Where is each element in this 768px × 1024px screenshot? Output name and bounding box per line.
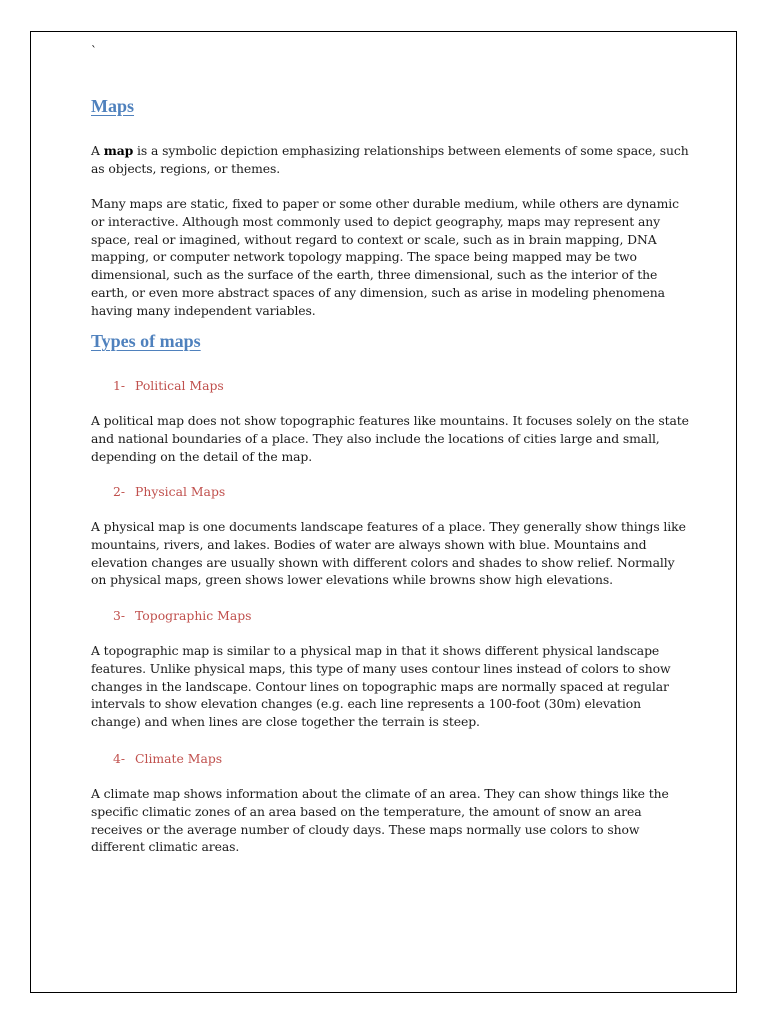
list-item-political-maps [113, 377, 224, 395]
list-number: 4- [113, 751, 126, 766]
heading-types-of-maps: Types of maps [91, 331, 201, 351]
intro-prefix: A [91, 143, 104, 158]
intro-paragraph [91, 142, 691, 178]
list-item-topographic-maps [113, 607, 252, 625]
intro-bold-term: map [103, 143, 134, 158]
list-number: 3- [113, 608, 126, 623]
paragraph-political-maps: A political map does not show topographic features like mountains. It focuses solely on the state and national boundaries of a place. They also include the locations of cities large and small, depending on the detail of the map. [91, 413, 689, 464]
tick-mark: ` [91, 44, 97, 58]
list-title: Physical Maps [135, 484, 226, 499]
list-title: Topographic Maps [135, 608, 252, 623]
paragraph-climate-maps: A climate map shows information about the climate of an area. They can show things like the specific climatic zones of an area based on the temperature, the amount of snow an area receives or the average number of cloudy days. These maps normally use colors to show different climatic areas. [91, 786, 669, 855]
heading-maps: Maps [91, 96, 135, 116]
list-title: Climate Maps [135, 751, 223, 766]
document-page [30, 31, 737, 993]
list-title: Political Maps [135, 378, 224, 393]
list-item-climate-maps [113, 750, 222, 768]
list-number: 1- [113, 378, 126, 393]
paragraph-static-maps: Many maps are static, fixed to paper or some other durable medium, while others are dynamic or interactive. Although most commonly used to depict geography, maps may represent any space, real or imagined, without regard to context or scale, such as in brain mapping, DNA mapping, or computer network topology mapping. The space being mapped may be two dimensional, such as the surface of the earth, three dimensional, such as the interior of the earth, or even more abstract spaces of any dimension, such as arise in modeling phenomena having many independent variables. [91, 196, 679, 318]
list-number: 2- [113, 484, 126, 499]
intro-rest: is a symbolic depiction emphasizing relationships between elements of some space, such as objects, regions, or themes. [91, 143, 689, 176]
list-item-physical-maps [113, 483, 225, 501]
paragraph-physical-maps: A physical map is one documents landscape features of a place. They generally show things like mountains, rivers, and lakes. Bodies of water are always shown with blue. Mountains and elevation changes are usually shown with different colors and shades to show relief. Normally on physical maps, green shows lower elevations while browns show high elevations. [91, 519, 686, 588]
paragraph-topographic-maps: A topographic map is similar to a physical map in that it shows different physical landscape features. Unlike physical maps, this type of many uses contour lines instead of colors to show changes in the landscape. Contour lines on topographic maps are normally spaced at regular intervals to show elevation changes (e.g. each line represents a 100-foot (30m) elevation change) and when lines are close together the terrain is steep. [91, 643, 671, 730]
